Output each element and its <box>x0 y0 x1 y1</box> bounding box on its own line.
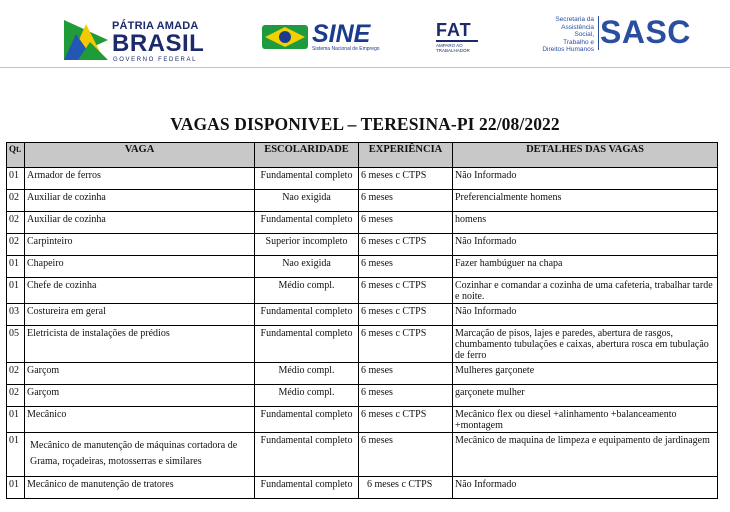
cell-vaga: Chefe de cozinha <box>25 278 255 304</box>
table-row <box>7 278 718 304</box>
table-row <box>7 234 718 256</box>
cell-vaga: Mecânico de manutenção de tratores <box>25 477 255 499</box>
cell-vaga: Garçom <box>25 385 255 407</box>
sine-logo <box>262 22 402 52</box>
cell-vaga: Auxiliar de cozinha <box>25 212 255 234</box>
header-qt: Qt. <box>7 143 25 168</box>
cell-detalhes: Não Informado <box>453 304 718 326</box>
cell-escolaridade: Médio compl. <box>255 385 359 407</box>
sasc-line: Assistência Social, <box>561 23 594 39</box>
cell-qt: 01 <box>7 278 25 304</box>
cell-detalhes: Fazer hambúguer na chapa <box>453 256 718 278</box>
cell-qt: 02 <box>7 385 25 407</box>
sine-name: SINE <box>312 20 371 48</box>
table-row <box>7 385 718 407</box>
brasil-logo-line2: BRASIL <box>112 30 205 57</box>
cell-qt: 01 <box>7 168 25 190</box>
cell-detalhes: homens <box>453 212 718 234</box>
cell-escolaridade: Nao exigida <box>255 256 359 278</box>
cell-detalhes: Não Informado <box>453 477 718 499</box>
cell-experiencia: 6 meses c CTPS <box>359 168 453 190</box>
cell-qt: 01 <box>7 477 25 499</box>
fat-divider <box>436 40 478 42</box>
cell-detalhes: garçonete mulher <box>453 385 718 407</box>
cell-vaga: Chapeiro <box>25 256 255 278</box>
cell-detalhes: Mecânico flex ou diesel +alinhamento +balanceamento +montagem <box>453 407 718 433</box>
sasc-logo <box>540 14 690 54</box>
header-divider <box>0 67 730 68</box>
header-experiencia: EXPERIÊNCIA <box>359 143 453 168</box>
cell-escolaridade: Médio compl. <box>255 278 359 304</box>
table-row <box>7 212 718 234</box>
cell-escolaridade: Fundamental completo <box>255 477 359 499</box>
cell-experiencia: 6 meses c CTPS <box>359 278 453 304</box>
cell-escolaridade: Fundamental completo <box>255 212 359 234</box>
sasc-line: Secretaria da <box>555 16 594 23</box>
cell-experiencia: 6 meses <box>359 433 453 477</box>
table-row <box>7 477 718 499</box>
cell-vaga: Armador de ferros <box>25 168 255 190</box>
cell-qt: 03 <box>7 304 25 326</box>
cell-qt: 05 <box>7 326 25 363</box>
cell-qt: 02 <box>7 363 25 385</box>
cell-experiencia: 6 meses <box>359 385 453 407</box>
fat-name: FAT <box>436 20 472 40</box>
cell-qt: 01 <box>7 256 25 278</box>
cell-detalhes: Mulheres garçonete <box>453 363 718 385</box>
cell-experiencia: 6 meses c CTPS <box>359 326 453 363</box>
cell-experiencia: 6 meses <box>359 256 453 278</box>
cell-detalhes: Preferencialmente homens <box>453 190 718 212</box>
header <box>0 0 730 80</box>
cell-qt: 02 <box>7 234 25 256</box>
cell-qt: 02 <box>7 190 25 212</box>
sasc-name: SASC <box>600 14 691 50</box>
cell-vaga: Carpinteiro <box>25 234 255 256</box>
cell-detalhes: Cozinhar e comandar a cozinha de uma cafeteria, trabalhar tarde e noite. <box>453 278 718 304</box>
sasc-line: Trabalho e <box>563 38 594 46</box>
cell-qt: 02 <box>7 212 25 234</box>
brasil-logo-line1: PÁTRIA AMADA <box>112 20 199 32</box>
table-row <box>7 190 718 212</box>
cell-detalhes: Mecânico de maquina de limpeza e equipamento de jardinagem <box>453 433 718 477</box>
cell-vaga: Mecânico <box>25 407 255 433</box>
cell-escolaridade: Médio compl. <box>255 363 359 385</box>
cell-qt: 01 <box>7 433 25 477</box>
header-escolaridade: ESCOLARIDADE <box>255 143 359 168</box>
cell-qt: 01 <box>7 407 25 433</box>
cell-escolaridade: Fundamental completo <box>255 433 359 477</box>
table-row <box>7 407 718 433</box>
cell-escolaridade: Nao exigida <box>255 190 359 212</box>
fat-subtitle: AMPARO AO TRABALHADOR <box>436 43 470 53</box>
cell-escolaridade: Fundamental completo <box>255 407 359 433</box>
brasil-logo-line3: GOVERNO FEDERAL <box>113 57 198 63</box>
header-detalhes: DETALHES DAS VAGAS <box>453 143 718 168</box>
page-title: VAGAS DISPONIVEL – TERESINA-PI 22/08/2022 <box>170 114 560 134</box>
cell-escolaridade: Fundamental completo <box>255 304 359 326</box>
table-row <box>7 326 718 363</box>
cell-experiencia: 6 meses <box>359 190 453 212</box>
brasil-flag-icon <box>64 20 108 60</box>
cell-vaga: Auxiliar de cozinha <box>25 190 255 212</box>
governo-federal-logo <box>64 18 205 66</box>
cell-vaga: Mecânico de manutenção de máquinas cortadora de Grama, roçadeiras, motosserras e similares <box>25 433 255 477</box>
table-row <box>7 168 718 190</box>
table-row <box>7 363 718 385</box>
sine-flag-icon <box>262 25 308 49</box>
table-row <box>7 304 718 326</box>
cell-experiencia: 6 meses c CTPS <box>359 477 453 499</box>
cell-escolaridade: Fundamental completo <box>255 168 359 190</box>
table-header-row <box>7 143 718 168</box>
cell-vaga: Eletricista de instalações de prédios <box>25 326 255 363</box>
cell-experiencia: 6 meses c CTPS <box>359 407 453 433</box>
cell-detalhes: Não Informado <box>453 234 718 256</box>
sasc-line: Direitos Humanos <box>542 46 594 54</box>
cell-experiencia: 6 meses c CTPS <box>359 304 453 326</box>
cell-detalhes: Marcação de pisos, lajes e paredes, abertura de rasgos, chumbamento tubulações e caixas, abertura rosca em tubulação de ferro <box>453 326 718 363</box>
table-row <box>7 433 718 477</box>
sasc-divider <box>598 16 599 50</box>
cell-vaga: Costureira em geral <box>25 304 255 326</box>
table-row <box>7 256 718 278</box>
cell-escolaridade: Fundamental completo <box>255 326 359 363</box>
sine-subtitle: Sistema Nacional de Emprego <box>312 46 380 52</box>
cell-experiencia: 6 meses c CTPS <box>359 234 453 256</box>
cell-vaga: Garçom <box>25 363 255 385</box>
cell-experiencia: 6 meses <box>359 212 453 234</box>
cell-experiencia: 6 meses <box>359 363 453 385</box>
header-vaga: VAGA <box>25 143 255 168</box>
vacancies-table <box>6 142 718 499</box>
cell-detalhes: Não Informado <box>453 168 718 190</box>
fat-logo <box>434 20 484 54</box>
cell-escolaridade: Superior incompleto <box>255 234 359 256</box>
sasc-description <box>540 16 594 54</box>
